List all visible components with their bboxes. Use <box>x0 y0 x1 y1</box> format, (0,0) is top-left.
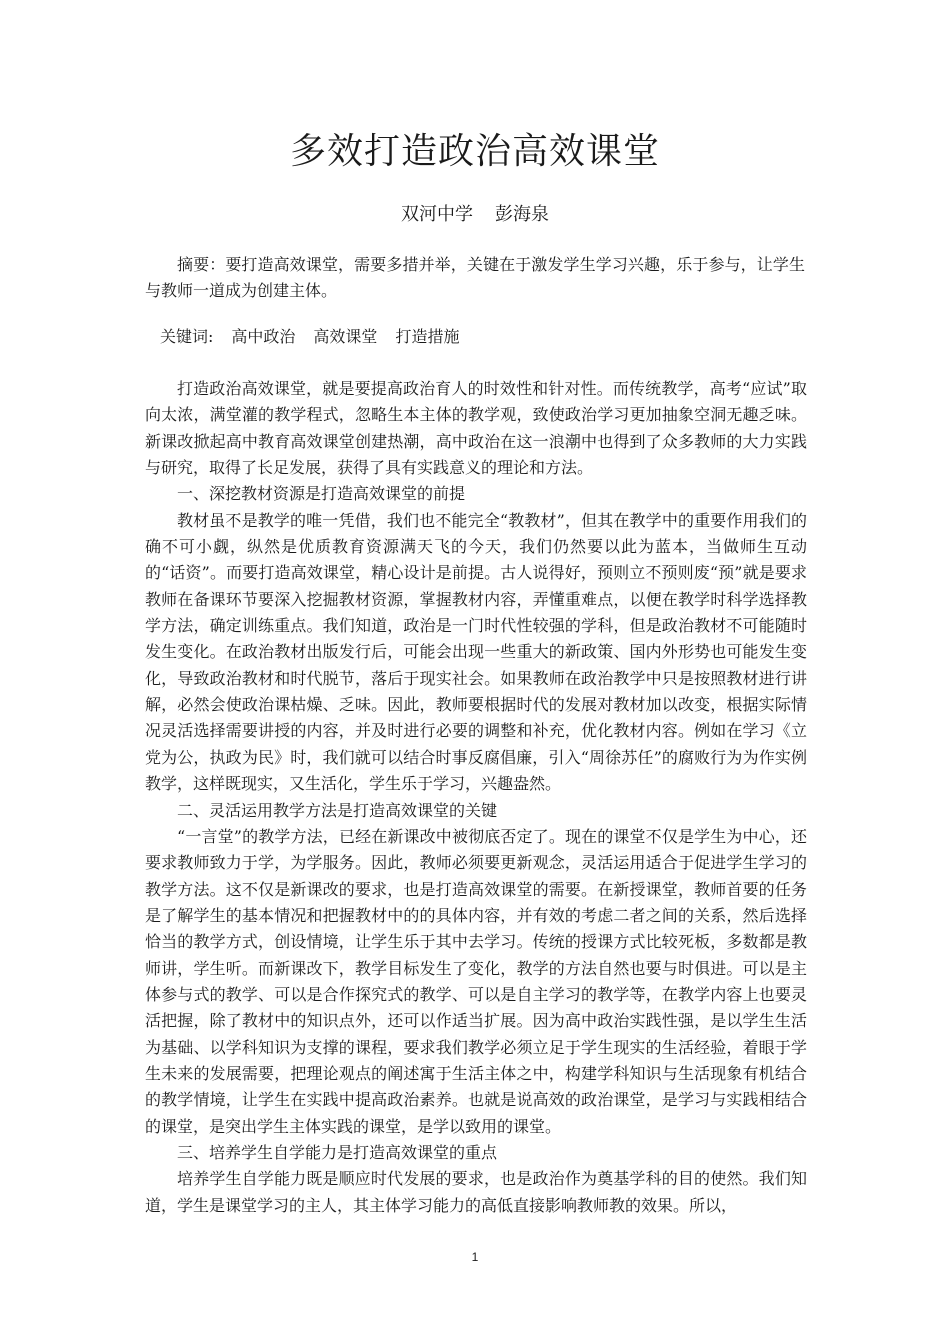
section-3-paragraph: 培养学生自学能力既是顺应时代发展的要求，也是政治作为奠基学科的目的使然。我们知道，学生是课堂学习的主人，其主体学习能力的高低直接影响教师教的效果。所以， <box>145 1169 807 1215</box>
keywords-label: 关键词: <box>160 327 214 346</box>
section-heading-3: 三、培养学生自学能力是打造高效课堂的重点 <box>177 1142 498 1162</box>
intro-paragraph: 打造政治高效课堂，就是要提高政治育人的时效性和针对性。而传统教学，高考“应试”取向太浓，满堂灌的教学程式，忽略生本主体的教学观，致使政治学习更加抽象空洞无趣乏味。新课改掀起高中教育高效课堂创建热潮，高中政治在这一浪潮中也得到了众多教师的大力实践与研究，取得了长足发展，获得了具有实践意义的理论和方法。 <box>145 379 807 478</box>
author-school: 双河中学 <box>401 204 473 225</box>
keywords-line <box>160 324 800 350</box>
author-line <box>0 202 950 228</box>
document-title: 多效打造政治高效课堂 <box>289 131 660 172</box>
keyword-item: 高效课堂 <box>313 327 378 346</box>
section-heading-2: 二、灵活运用教学方法是打造高效课堂的关键 <box>177 800 498 820</box>
body-text <box>145 376 807 1219</box>
keyword-item: 高中政治 <box>231 327 296 346</box>
section-2-paragraph: “一言堂”的教学方法，已经在新课改中被彻底否定了。现在的课堂不仅是学生为中心，还要求教师致力于学，为学服务。因此，教师必须要更新观念，灵活运用适合于促进学生学习的教学方法。这不仅是新课改的要求，也是打造高效课堂的需要。在新授课堂，教师首要的任务是了解学生的基本情况和把握教材中的的具体内容，并有效的考虑二者之间的关系，然后选择恰当的教学方式，创设情境，让学生乐于其中去学习。传统的授课方式比较死板，多数都是教师讲，学生听。而新课改下，教学目标发生了变化，教学的方法自然也要与时俱进。可以是主体参与式的教学、可以是合作探究式的教学、可以是自主学习的教学等，在教学内容上也要灵活把握，除了教材中的知识点外，还可以作适当扩展。因为高中政治实践性强，是以学生生活为基础、以学科知识为支撑的课程，要求我们教学必须立足于学生现实的生活经验，着眼于学生未来的发展需要，把理论观点的阐述寓于生活主体之中，构建学科知识与生活现象有机结合的教学情境，让学生在实践中提高政治素养。也就是说高效的政治课堂，是学习与实践相结合的课堂，是突出学生主体实践的课堂，是学以致用的课堂。 <box>145 826 807 1136</box>
keyword-item: 打造措施 <box>395 327 460 346</box>
section-1-paragraph: 教材虽不是教学的唯一凭借，我们也不能完全“教教材”，但其在教学中的重要作用我们的确不可小觑，纵然是优质教育资源满天飞的今天，我们仍然要以此为蓝本，当做师生互动的“话资”。而要打造高效课堂，精心设计是前提。古人说得好，预则立不预则废“预”就是要求教师在备课环节要深入挖掘教材资源，掌握教材内容，弄懂重难点，以便在教学时科学选择教学方法，确定训练重点。我们知道，政治是一门时代性较强的学科，但是政治教材不可能随时发生变化。在政治教材出版发行后，可能会出现一些重大的新政策、国内外形势也可能发生变化，导致政治教材和时代脱节，落后于现实社会。如果教师在政治教学中只是按照教材进行讲解，必然会使政治课枯燥、乏味。因此，教师要根据时代的发展对教材加以改变，根据实际情况灵活选择需要讲授的内容，并及时进行必要的调整和补充，优化教材内容。例如在学习《立党为公，执政为民》时，我们就可以结合时事反腐倡廉，引入“周徐苏任”的腐败行为为作实例教学，这样既现实，又生活化，学生乐于学习，兴趣盎然。 <box>145 510 807 794</box>
page-number: 1 <box>471 1250 479 1264</box>
author-name: 彭海泉 <box>495 204 549 225</box>
section-heading-1: 一、深挖教材资源是打造高效课堂的前提 <box>177 484 466 504</box>
abstract: 摘要：要打造高效课堂，需要多措并举，关键在于激发学生学习兴趣，乐于参与，让学生与教师一道成为创建主体。 <box>145 255 805 300</box>
